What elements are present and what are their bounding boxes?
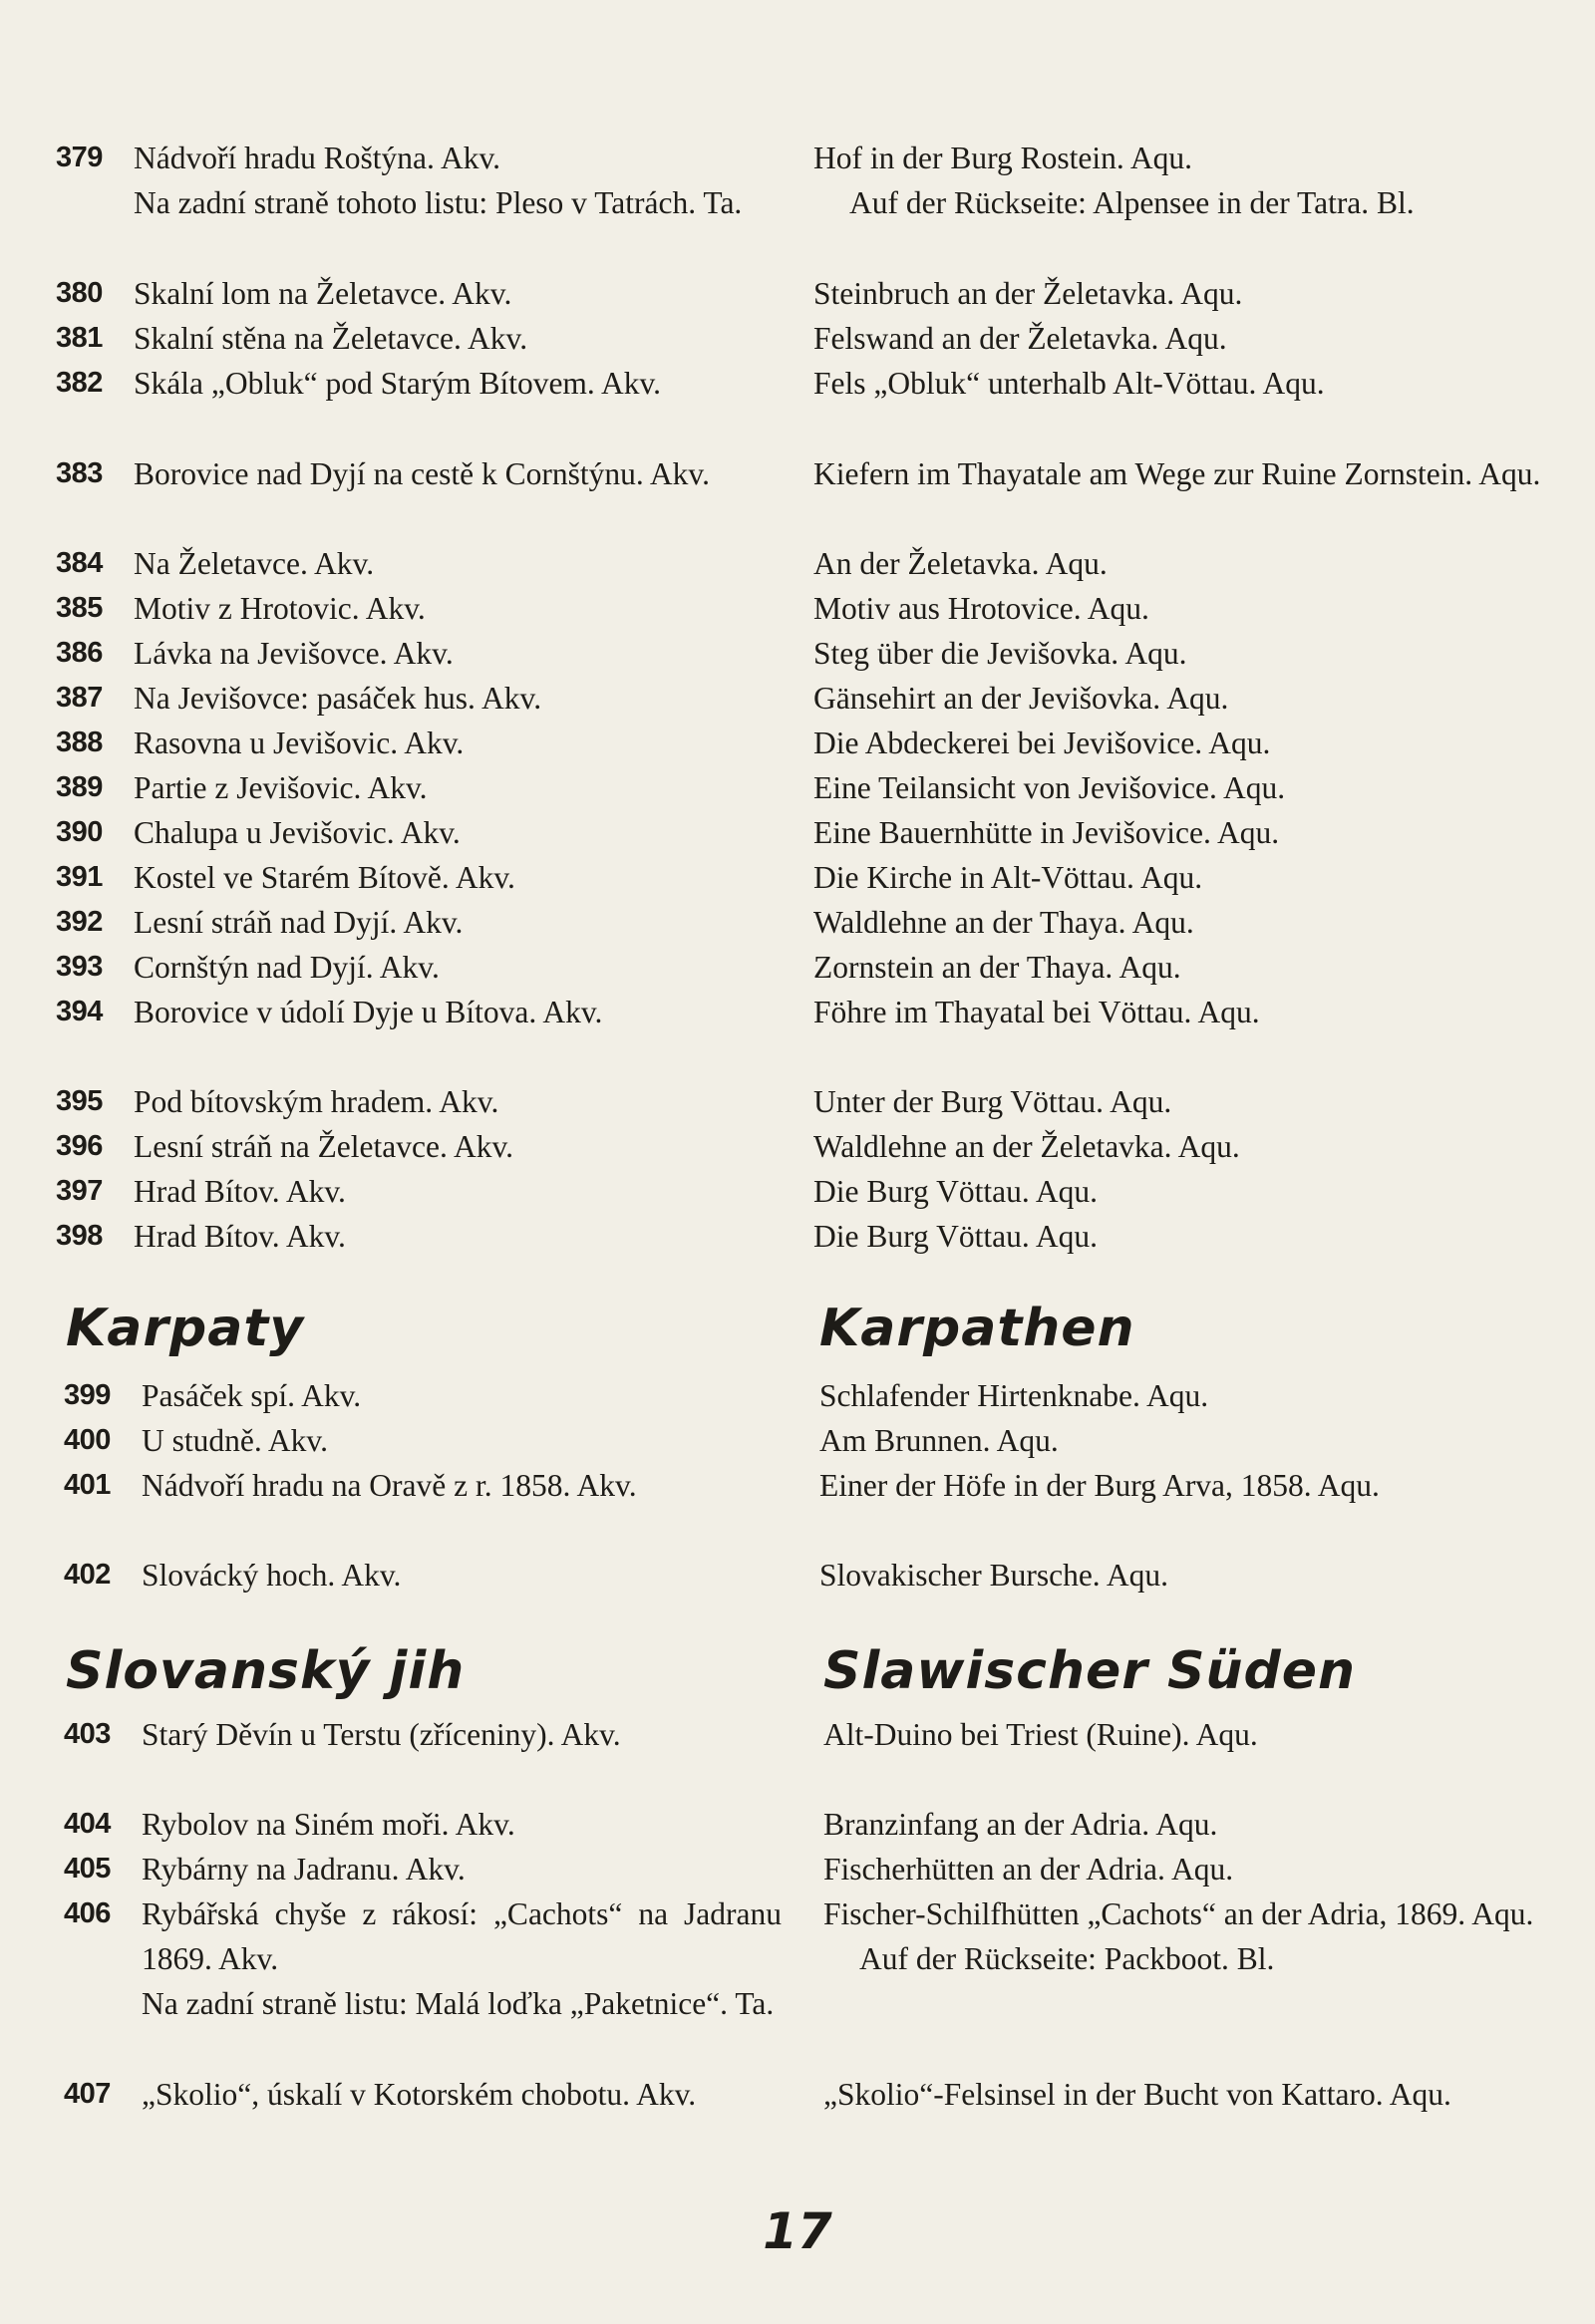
entry-386-cz xyxy=(56,631,774,676)
entry-text: Fels „Obluk“ unterhalb Alt-Vöttau. Aqu. xyxy=(813,366,1325,401)
entry-398-cz xyxy=(56,1214,774,1259)
entry-382-cz xyxy=(56,361,774,451)
entry-396-de xyxy=(813,1124,1541,1169)
entry-407-de xyxy=(823,2072,1551,2162)
entry-text: Motiv aus Hrotovice. Aqu. xyxy=(813,591,1149,626)
entry-number: 407 xyxy=(64,2078,111,2110)
entry-400-de xyxy=(819,1418,1547,1463)
section-heading-de: Slawischer Süden xyxy=(823,1641,1357,1701)
entry-399-de xyxy=(819,1373,1547,1418)
entry-390-de xyxy=(813,810,1541,855)
entry-number: 399 xyxy=(64,1379,111,1411)
entry-406-cz xyxy=(64,1891,782,2072)
entry-note: Auf der Rückseite: Alpensee in der Tatra. Bl. xyxy=(849,185,1415,221)
entry-387-cz xyxy=(56,676,774,721)
entry-text: Lávka na Jevišovce. Akv. xyxy=(134,636,454,671)
entry-text: Na Želetavce. Akv. xyxy=(134,546,375,581)
entry-400-cz xyxy=(64,1418,782,1463)
section-heading-cz: Karpaty xyxy=(66,1299,305,1358)
entry-text: Die Burg Vöttau. Aqu. xyxy=(813,1219,1098,1254)
entry-text: Kostel ve Starém Bítově. Akv. xyxy=(134,860,515,895)
entry-number: 386 xyxy=(56,637,103,669)
entry-388-cz xyxy=(56,721,774,765)
entry-number: 381 xyxy=(56,322,103,354)
entry-number: 390 xyxy=(56,816,103,848)
entry-number: 396 xyxy=(56,1130,103,1162)
entry-text: Na Jevišovce: pasáček hus. Akv. xyxy=(134,681,542,716)
entry-text: Rybárny na Jadranu. Akv. xyxy=(142,1852,466,1887)
entry-382-de xyxy=(813,361,1541,451)
czech-column-block-2 xyxy=(64,1373,782,1598)
entry-398-de xyxy=(813,1214,1541,1259)
entry-text: Skála „Obluk“ pod Starým Bítovem. Akv. xyxy=(134,366,662,401)
entry-text: Lesní stráň na Želetavce. Akv. xyxy=(134,1129,514,1164)
entry-text: Hrad Bítov. Akv. xyxy=(134,1219,346,1254)
entry-text: Skalní lom na Želetavce. Akv. xyxy=(134,276,512,311)
entry-text: Waldlehne an der Thaya. Aqu. xyxy=(813,905,1194,940)
entry-404-de xyxy=(823,1802,1551,1847)
entry-386-de xyxy=(813,631,1541,676)
entry-405-de xyxy=(823,1847,1551,1891)
entry-384-de xyxy=(813,541,1541,586)
german-column-block-2 xyxy=(819,1373,1547,1598)
entry-380-de xyxy=(813,271,1541,316)
entry-text: Steg über die Jevišovka. Aqu. xyxy=(813,636,1187,671)
entry-text: Skalní stěna na Želetavce. Akv. xyxy=(134,321,528,356)
entry-number: 395 xyxy=(56,1085,103,1117)
entry-number: 402 xyxy=(64,1559,111,1591)
entry-379-de xyxy=(813,136,1541,271)
entry-text: Fischerhütten an der Adria. Aqu. xyxy=(823,1852,1234,1887)
entry-385-cz xyxy=(56,586,774,631)
entry-text: Föhre im Thayatal bei Vöttau. Aqu. xyxy=(813,995,1260,1029)
entry-number: 387 xyxy=(56,682,103,714)
entry-number: 389 xyxy=(56,771,103,803)
entry-text: Nádvoří hradu Roštýna. Akv. xyxy=(134,141,501,175)
entry-385-de xyxy=(813,586,1541,631)
entry-text: Die Kirche in Alt-Vöttau. Aqu. xyxy=(813,860,1203,895)
czech-column-block-1 xyxy=(56,136,774,1259)
entry-number: 383 xyxy=(56,457,103,489)
entry-text: Motiv z Hrotovic. Akv. xyxy=(134,591,426,626)
entry-389-de xyxy=(813,765,1541,810)
entry-390-cz xyxy=(56,810,774,855)
entry-text: Fischer-Schilfhütten „Cachots“ an der Adria, 1869. Aqu. xyxy=(823,1896,1534,1931)
entry-text: Hrad Bítov. Akv. xyxy=(134,1174,346,1209)
entry-number: 397 xyxy=(56,1175,103,1207)
entry-401-cz xyxy=(64,1463,782,1553)
entry-393-de xyxy=(813,945,1541,990)
entry-number: 384 xyxy=(56,547,103,579)
entry-text: „Skolio“-Felsinsel in der Bucht von Kattaro. Aqu. xyxy=(823,2077,1451,2112)
entry-381-cz xyxy=(56,316,774,361)
entry-text: Rybářská chyše z rákosí: „Cachots“ na Jadranu 1869. Akv. xyxy=(142,1896,782,1977)
entry-number: 391 xyxy=(56,861,103,893)
entry-text: Slovakischer Bursche. Aqu. xyxy=(819,1558,1168,1593)
entry-number: 406 xyxy=(64,1897,111,1929)
entry-394-de xyxy=(813,990,1541,1079)
entry-text: Borovice v údolí Dyje u Bítova. Akv. xyxy=(134,995,603,1029)
entry-402-de xyxy=(819,1553,1547,1598)
entry-401-de xyxy=(819,1463,1547,1553)
entry-405-cz xyxy=(64,1847,782,1891)
entry-text: Chalupa u Jevišovic. Akv. xyxy=(134,815,461,850)
german-column-block-3 xyxy=(823,1712,1551,2162)
entry-403-cz xyxy=(64,1712,782,1802)
entry-402-cz xyxy=(64,1553,782,1598)
entry-text: Eine Teilansicht von Jevišovice. Aqu. xyxy=(813,770,1286,805)
entry-note: Na zadní straně tohoto listu: Pleso v Tatrách. Ta. xyxy=(134,185,743,221)
entry-number: 405 xyxy=(64,1853,111,1885)
entry-396-cz xyxy=(56,1124,774,1169)
entry-404-cz xyxy=(64,1802,782,1847)
entry-note: Na zadní straně listu: Malá loďka „Paketnice“. Ta. xyxy=(142,1986,775,2022)
entry-text: Gänsehirt an der Jevišovka. Aqu. xyxy=(813,681,1229,716)
entry-text: Rasovna u Jevišovic. Akv. xyxy=(134,726,465,760)
entry-393-cz xyxy=(56,945,774,990)
entry-number: 403 xyxy=(64,1718,111,1750)
entry-text: U studně. Akv. xyxy=(142,1423,328,1458)
entry-text: Nádvoří hradu na Oravě z r. 1858. Akv. xyxy=(142,1468,637,1503)
entry-text: Felswand an der Želetavka. Aqu. xyxy=(813,321,1227,356)
entry-397-de xyxy=(813,1169,1541,1214)
entry-text: Pod bítovským hradem. Akv. xyxy=(134,1084,499,1119)
entry-384-cz xyxy=(56,541,774,586)
entry-395-de xyxy=(813,1079,1541,1124)
entry-text: Rybolov na Siném moři. Akv. xyxy=(142,1807,515,1842)
entry-text: Zornstein an der Thaya. Aqu. xyxy=(813,950,1181,985)
entry-text: Eine Bauernhütte in Jevišovice. Aqu. xyxy=(813,815,1280,850)
entry-number: 382 xyxy=(56,367,103,399)
entry-406-de xyxy=(823,1891,1551,2072)
entry-text: Borovice nad Dyjí na cestě k Cornštýnu. Akv. xyxy=(134,456,710,491)
entry-text: Die Burg Vöttau. Aqu. xyxy=(813,1174,1098,1209)
entry-text: Am Brunnen. Aqu. xyxy=(819,1423,1059,1458)
entry-392-cz xyxy=(56,900,774,945)
entry-399-cz xyxy=(64,1373,782,1418)
entry-text: Hof in der Burg Rostein. Aqu. xyxy=(813,141,1193,175)
entry-text: „Skolio“, úskalí v Kotorském chobotu. Akv. xyxy=(142,2077,697,2112)
entry-number: 404 xyxy=(64,1808,111,1840)
entry-392-de xyxy=(813,900,1541,945)
entry-text: Unter der Burg Vöttau. Aqu. xyxy=(813,1084,1172,1119)
entry-397-cz xyxy=(56,1169,774,1214)
entry-text: Schlafender Hirtenknabe. Aqu. xyxy=(819,1378,1209,1413)
entry-403-de xyxy=(823,1712,1551,1802)
entry-387-de xyxy=(813,676,1541,721)
german-column-block-1 xyxy=(813,136,1541,1259)
entry-383-de xyxy=(813,451,1541,541)
entry-391-cz xyxy=(56,855,774,900)
entry-number: 398 xyxy=(56,1220,103,1252)
section-heading-cz: Slovanský jih xyxy=(66,1641,466,1701)
entry-407-cz xyxy=(64,2072,782,2162)
entry-text: Waldlehne an der Želetavka. Aqu. xyxy=(813,1129,1240,1164)
entry-text: Branzinfang an der Adria. Aqu. xyxy=(823,1807,1218,1842)
entry-number: 385 xyxy=(56,592,103,624)
entry-text: Pasáček spí. Akv. xyxy=(142,1378,362,1413)
entry-text: Lesní stráň nad Dyjí. Akv. xyxy=(134,905,464,940)
entry-381-de xyxy=(813,316,1541,361)
entry-text: An der Želetavka. Aqu. xyxy=(813,546,1108,581)
entry-379-cz xyxy=(56,136,774,271)
entry-number: 393 xyxy=(56,951,103,983)
entry-391-de xyxy=(813,855,1541,900)
entry-number: 388 xyxy=(56,726,103,758)
entry-389-cz xyxy=(56,765,774,810)
entry-text: Starý Děvín u Terstu (zříceniny). Akv. xyxy=(142,1717,621,1752)
entry-394-cz xyxy=(56,990,774,1079)
entry-number: 394 xyxy=(56,996,103,1027)
entry-text: Cornštýn nad Dyjí. Akv. xyxy=(134,950,440,985)
entry-380-cz xyxy=(56,271,774,316)
entry-text: Die Abdeckerei bei Jevišovice. Aqu. xyxy=(813,726,1271,760)
entry-text: Einer der Höfe in der Burg Arva, 1858. Aqu. xyxy=(819,1468,1380,1503)
entry-text: Partie z Jevišovic. Akv. xyxy=(134,770,428,805)
entry-note: Auf der Rückseite: Packboot. Bl. xyxy=(859,1941,1275,1977)
entry-number: 380 xyxy=(56,277,103,309)
entry-388-de xyxy=(813,721,1541,765)
entry-number: 392 xyxy=(56,906,103,938)
entry-text: Slovácký hoch. Akv. xyxy=(142,1558,402,1593)
entry-text: Kiefern im Thayatale am Wege zur Ruine Zornstein. Aqu. xyxy=(813,456,1541,491)
entry-number: 400 xyxy=(64,1424,111,1456)
entry-text: Alt-Duino bei Triest (Ruine). Aqu. xyxy=(823,1717,1258,1752)
entry-number: 401 xyxy=(64,1469,111,1501)
czech-column-block-3 xyxy=(64,1712,782,2162)
section-heading-de: Karpathen xyxy=(819,1299,1135,1358)
entry-text: Steinbruch an der Želetavka. Aqu. xyxy=(813,276,1243,311)
page-number: 17 xyxy=(763,2202,832,2260)
entry-395-cz xyxy=(56,1079,774,1124)
entry-383-cz xyxy=(56,451,774,541)
entry-number: 379 xyxy=(56,142,103,173)
